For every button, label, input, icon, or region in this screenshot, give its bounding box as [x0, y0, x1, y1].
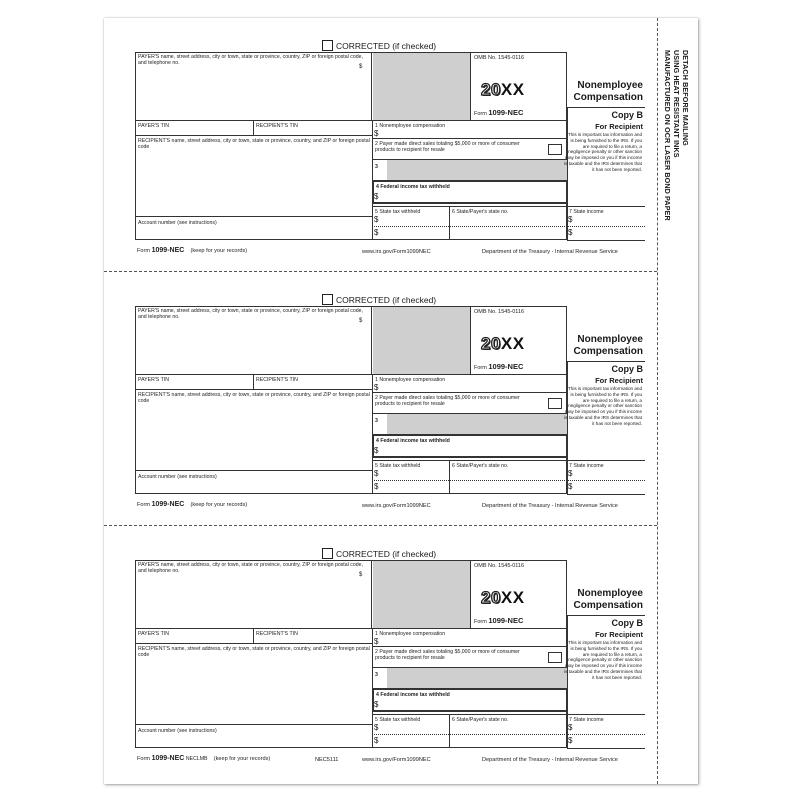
payer-tin-label: PAYER'S TIN: [138, 631, 169, 637]
state-row-mid-line: [372, 734, 645, 735]
omb-number: OMB No. 1545-0116: [474, 563, 525, 569]
side-text-manufactured: MANUFACTURED ON OCR LASER BOND PAPER: [663, 50, 672, 221]
tin-row-bottom-line: [135, 135, 372, 136]
gray-shaded-box: [373, 307, 470, 374]
box3-label: 3: [375, 672, 378, 678]
footer-department: Department of the Treasury - Internal Revenue Service: [482, 503, 618, 509]
footer-keep: (keep for your records): [190, 502, 248, 508]
gray-shaded-box: [373, 53, 470, 120]
footer-code2: NEC5111: [315, 757, 339, 763]
tax-year-solid: XX: [500, 80, 525, 99]
tin-row-top-line: [135, 628, 567, 629]
footer-url[interactable]: www.irs.gov/Form1099NEC: [362, 503, 431, 509]
title-line-2: Compensation: [573, 346, 643, 357]
form-footer: [137, 247, 247, 254]
form-id-label: [474, 364, 523, 371]
tin-divider: [253, 120, 254, 135]
tax-info-note: This is important tax information and is being furnished to the IRS. If you are required to file a return, a negligence penalty or other sanction may be imposed on you if this income is taxable and the IRS determines that it has not been reported.: [564, 132, 642, 172]
side-text-inks: USING HEAT RESISTANT INKS: [672, 50, 681, 158]
box7-dollar-1: $: [568, 215, 573, 224]
corrected-label: CORRECTED (if checked): [336, 294, 437, 305]
form-prefix: Form: [474, 111, 487, 117]
omb-number: OMB No. 1545-0116: [474, 309, 525, 315]
footer-department: Department of the Treasury - Internal Revenue Service: [482, 249, 618, 255]
for-recipient-label: For Recipient: [595, 630, 643, 639]
payer-name-field[interactable]: [135, 306, 372, 374]
recipient-name-label: RECIPIENT'S name, street address, city or town, state or province, country, and ZIP or foreign postal code: [138, 646, 370, 658]
recipient-tin-label: RECIPIENT'S TIN: [256, 123, 298, 129]
box6-label: 6 State/Payer's state no.: [452, 463, 509, 469]
box3-shaded: [387, 414, 567, 434]
box1-label: 1 Nonemployee compensation: [375, 123, 446, 129]
box1-label: 1 Nonemployee compensation: [375, 631, 446, 637]
box3-shaded: [387, 668, 567, 688]
box5-label: 5 State tax withheld: [375, 209, 421, 215]
box1-bottom-line: [372, 138, 567, 139]
box1-label: 1 Nonemployee compensation: [375, 377, 446, 383]
copy-b-label: Copy B: [611, 618, 643, 628]
footer-form-prefix: Form: [137, 502, 151, 508]
box3-shaded: [387, 160, 567, 180]
account-number-label: Account number (see instructions): [138, 220, 217, 226]
recipient-tin-label: RECIPIENT'S TIN: [256, 377, 298, 383]
box7-dollar-1: $: [568, 469, 573, 478]
tin-row-top-line: [135, 374, 567, 375]
state-row-top-line: [372, 460, 645, 461]
tin-row-bottom-line: [135, 643, 372, 644]
account-top-line: [135, 216, 372, 217]
tax-info-note: This is important tax information and is being furnished to the IRS. If you are required to file a return, a negligence penalty or other sanction may be imposed on you if this income is taxable and the IRS determines that it has not been reported.: [564, 640, 642, 680]
copy-b-label: Copy B: [611, 110, 643, 120]
box3-label: 3: [375, 164, 378, 170]
box2-checkbox[interactable]: [548, 652, 562, 663]
box5-dollar-1: $: [374, 469, 379, 478]
account-number-label: Account number (see instructions): [138, 474, 217, 480]
form-name: 1099-NEC: [488, 362, 524, 371]
payer-tin-label: PAYER'S TIN: [138, 377, 169, 383]
tax-year: [481, 80, 525, 100]
form-title: [565, 334, 643, 358]
box1-bottom-line: [372, 646, 567, 647]
box3-label: 3: [375, 418, 378, 424]
payer-name-field[interactable]: [135, 52, 372, 120]
box7-dollar-2: $: [568, 736, 573, 745]
tin-row-bottom-line: [135, 389, 372, 390]
corrected-label: CORRECTED (if checked): [336, 548, 437, 559]
form-1099-nec-1: [135, 40, 645, 276]
corrected-checkbox[interactable]: [322, 40, 333, 51]
title-line-2: Compensation: [573, 92, 643, 103]
payer-dollar: $: [359, 572, 363, 578]
footer-url[interactable]: www.irs.gov/Form1099NEC: [362, 249, 431, 255]
box4-label: 4 Federal income tax withheld: [376, 692, 450, 698]
tin-divider: [253, 374, 254, 389]
account-top-line: [135, 724, 372, 725]
recipient-name-label: RECIPIENT'S name, street address, city or town, state or province, country, and ZIP or foreign postal code: [138, 138, 370, 150]
corrected-checkbox-row[interactable]: [322, 548, 436, 559]
box7-dollar-2: $: [568, 228, 573, 237]
corrected-label: CORRECTED (if checked): [336, 40, 437, 51]
gray-shaded-box: [373, 561, 470, 628]
form-id-label: [474, 110, 523, 117]
footer-form-name: 1099-NEC: [151, 755, 185, 762]
recipient-name-label: RECIPIENT'S name, street address, city or town, state or province, country, and ZIP or foreign postal code: [138, 392, 370, 404]
side-text-detach: DETACH BEFORE MAILING: [681, 50, 690, 146]
box2-label: 2 Payer made direct sales totaling $5,000 or more of consumer products to recipient for resale: [375, 141, 520, 153]
box2-checkbox[interactable]: [548, 144, 562, 155]
box5-dollar-1: $: [374, 723, 379, 732]
box7-label: 7 State income: [569, 463, 604, 469]
form-prefix: Form: [474, 619, 487, 625]
form-title: [565, 80, 643, 104]
form-footer: [137, 501, 247, 508]
account-top-line: [135, 470, 372, 471]
title-line-1: Nonemployee: [577, 588, 643, 599]
tax-year: [481, 588, 525, 608]
payer-name-field[interactable]: [135, 560, 372, 628]
form-1099-nec-2: [135, 294, 645, 530]
box7-label: 7 State income: [569, 209, 604, 215]
form-id-label: [474, 618, 523, 625]
box5-divider: [449, 714, 450, 748]
payer-dollar: $: [359, 318, 363, 324]
for-recipient-label: For Recipient: [595, 122, 643, 131]
box1-dollar: $: [374, 637, 379, 646]
footer-department: Department of the Treasury - Internal Revenue Service: [482, 757, 618, 763]
copy-b-bottom-line: [567, 494, 645, 495]
title-line-2: Compensation: [573, 600, 643, 611]
corrected-checkbox[interactable]: [322, 294, 333, 305]
state-row-top-line: [372, 714, 645, 715]
box5-dollar-2: $: [374, 228, 379, 237]
copy-b-bottom-line: [567, 240, 645, 241]
box2-label: 2 Payer made direct sales totaling $5,000 or more of consumer products to recipient for resale: [375, 649, 520, 661]
box7-dollar-2: $: [568, 482, 573, 491]
state-row-top-line: [372, 206, 645, 207]
payer-name-label: PAYER'S name, street address, city or town, state or province, country, ZIP or foreign postal code, and telephone no.: [138, 54, 363, 66]
tax-year-solid: XX: [500, 588, 525, 607]
box7-label: 7 State income: [569, 717, 604, 723]
box5-dollar-1: $: [374, 215, 379, 224]
payer-dollar: $: [359, 64, 363, 70]
form-1099-nec-3: [135, 548, 645, 784]
footer-form-name: 1099-NEC: [151, 501, 185, 508]
box5-label: 5 State tax withheld: [375, 717, 421, 723]
box2-label: 2 Payer made direct sales totaling $5,000 or more of consumer products to recipient for resale: [375, 395, 520, 407]
tax-year-solid: XX: [500, 334, 525, 353]
payer-name-label: PAYER'S name, street address, city or town, state or province, country, ZIP or foreign postal code, and telephone no.: [138, 562, 363, 574]
title-line-1: Nonemployee: [577, 334, 643, 345]
account-number-label: Account number (see instructions): [138, 728, 217, 734]
tin-row-top-line: [135, 120, 567, 121]
state-row-mid-line: [372, 226, 645, 227]
tax-year-outline: 20: [481, 80, 501, 99]
form-title: [565, 588, 643, 612]
form-name: 1099-NEC: [488, 616, 524, 625]
vertical-perforation: [657, 18, 658, 784]
payer-tin-label: PAYER'S TIN: [138, 123, 169, 129]
box5-label: 5 State tax withheld: [375, 463, 421, 469]
footer-url[interactable]: www.irs.gov/Form1099NEC: [362, 757, 431, 763]
omb-number: OMB No. 1545-0116: [474, 55, 525, 61]
footer-form-prefix: Form: [137, 756, 151, 762]
box2-checkbox[interactable]: [548, 398, 562, 409]
corrected-checkbox[interactable]: [322, 548, 333, 559]
box6-label: 6 State/Payer's state no.: [452, 209, 509, 215]
box6-label: 6 State/Payer's state no.: [452, 717, 509, 723]
title-line-1: Nonemployee: [577, 80, 643, 91]
box4-dollar: $: [374, 700, 379, 709]
box4-label: 4 Federal income tax withheld: [376, 184, 450, 190]
box1-bottom-line: [372, 392, 567, 393]
box4-label: 4 Federal income tax withheld: [376, 438, 450, 444]
copy-b-bottom-line: [567, 748, 645, 749]
box5-dollar-2: $: [374, 482, 379, 491]
footer-keep: (keep for your records): [213, 756, 271, 762]
box4-dollar: $: [374, 192, 379, 201]
box4-dollar: $: [374, 446, 379, 455]
tax-year: [481, 334, 525, 354]
tax-year-outline: 20: [481, 334, 501, 353]
box5-divider: [449, 206, 450, 240]
corrected-checkbox-row[interactable]: [322, 40, 436, 51]
copy-b-label: Copy B: [611, 364, 643, 374]
box7-dollar-1: $: [568, 723, 573, 732]
state-row-mid-line: [372, 480, 645, 481]
box1-dollar: $: [374, 129, 379, 138]
side-margin-text: [663, 30, 690, 221]
footer-form-prefix: Form: [137, 248, 151, 254]
box5-divider: [449, 460, 450, 494]
form-name: 1099-NEC: [488, 108, 524, 117]
footer-keep: (keep for your records): [190, 248, 248, 254]
tax-year-outline: 20: [481, 588, 501, 607]
recipient-tin-label: RECIPIENT'S TIN: [256, 631, 298, 637]
box1-dollar: $: [374, 383, 379, 392]
form-footer: [137, 755, 270, 762]
box5-dollar-2: $: [374, 736, 379, 745]
footer-form-name: 1099-NEC: [151, 247, 185, 254]
footer-code: NECLMB: [185, 756, 208, 762]
form-prefix: Form: [474, 365, 487, 371]
corrected-checkbox-row[interactable]: [322, 294, 436, 305]
payer-name-label: PAYER'S name, street address, city or town, state or province, country, ZIP or foreign postal code, and telephone no.: [138, 308, 363, 320]
tax-info-note: This is important tax information and is being furnished to the IRS. If you are required to file a return, a negligence penalty or other sanction may be imposed on you if this income is taxable and the IRS determines that it has not been reported.: [564, 386, 642, 426]
tin-divider: [253, 628, 254, 643]
for-recipient-label: For Recipient: [595, 376, 643, 385]
